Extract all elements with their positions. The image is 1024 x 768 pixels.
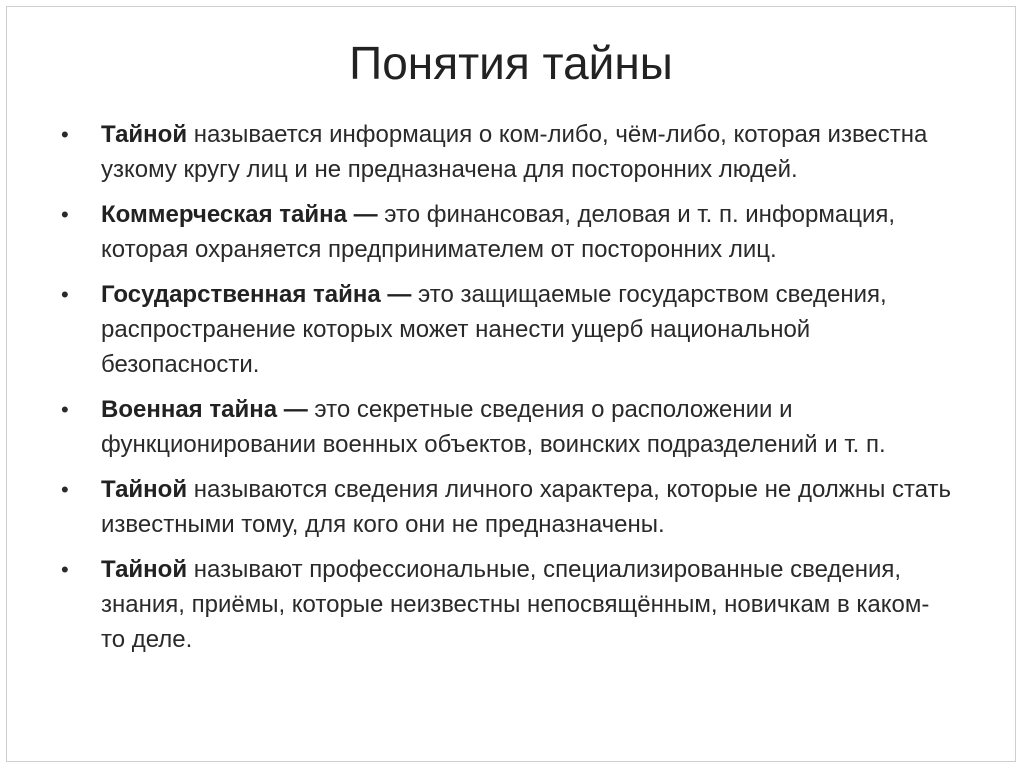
- bullet-text: называется информация о ком-либо, чём-либо, которая известна узкому кругу лиц и не предназначена для посторонних людей.: [101, 121, 928, 183]
- bullet-item-personal-secret: [53, 472, 953, 542]
- bullet-term: Тайной: [101, 556, 188, 583]
- bullet-term: Коммерческая тайна —: [101, 201, 378, 228]
- bullet-list: [53, 117, 953, 667]
- slide: [6, 6, 1016, 762]
- bullet-term: Государственная тайна —: [101, 281, 412, 308]
- bullet-item-professional-secret: [53, 552, 953, 657]
- bullet-text: называются сведения личного характера, которые не должны стать известными тому, для кого они не предназначены.: [101, 476, 952, 538]
- bullet-item-commercial-secret: [53, 197, 953, 267]
- bullet-term: Военная тайна —: [101, 396, 308, 423]
- bullet-text: это финансовая, деловая и т. п. информация, которая охраняется предпринимателем от посторонних лиц.: [101, 201, 896, 263]
- bullet-text: называют профессиональные, специализированные сведения, знания, приёмы, которые неизвестны непосвящённым, новичкам в каком-то деле.: [101, 556, 930, 653]
- slide-title: Понятия тайны: [349, 37, 673, 89]
- bullet-item-secret-definition: [53, 117, 953, 187]
- bullet-item-military-secret: [53, 392, 953, 462]
- bullet-text: это защищаемые государством сведения, распространение которых может нанести ущерб национальной безопасности.: [101, 281, 887, 378]
- bullet-text: это секретные сведения о расположении и функционировании военных объектов, воинских подразделений и т. п.: [101, 396, 886, 458]
- bullet-term: Тайной: [101, 121, 188, 148]
- bullet-item-state-secret: [53, 277, 953, 382]
- bullet-term: Тайной: [101, 476, 188, 503]
